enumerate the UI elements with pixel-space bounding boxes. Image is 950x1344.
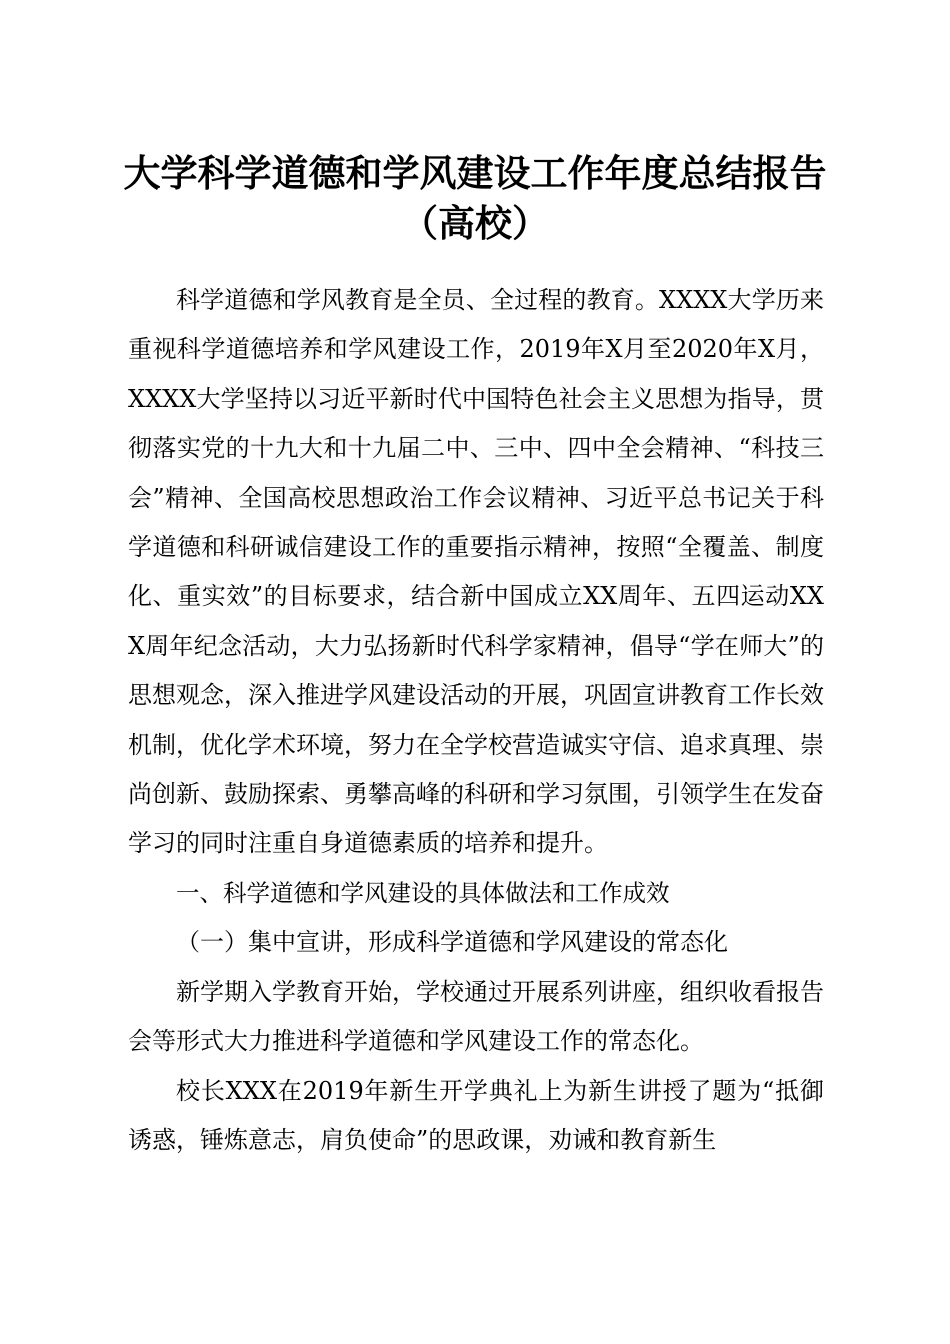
document-title: 大学科学道德和学风建设工作年度总结报告 xyxy=(123,151,827,195)
document-subtitle: （高校） xyxy=(401,201,549,245)
body-paragraph: 校长XXX在2019年新生开学典礼上为新生讲授了题为“抵御诱惑，锤炼意志，肩负使命”的思政课，劝诫和教育新生 xyxy=(128,1076,824,1154)
section-heading: 一、科学道德和学风建设的具体做法和工作成效 xyxy=(176,878,670,907)
body-paragraph: 新学期入学教育开始，学校通过开展系列讲座，组织收看报告会等形式大力推进科学道德和学风建设工作的常态化。 xyxy=(128,977,824,1056)
intro-paragraph: 科学道德和学风教育是全员、全过程的教育。XXXX大学历来重视科学道德培养和学风建设工作，2019年X月至2020年X月，XXXX大学坚持以习近平新时代中国特色社会主义思想为指导，贯彻落实党的十九大和十九届二中、三中、四中全会精神、“科技三会”精神、全国高校思想政治工作会议精神、习近平总书记关于科学道德和科研诚信建设工作的重要指示精神，按照“全覆盖、制度化、重实效”的目标要求，结合新中国成立XX周年、五四运动XXX周年纪念活动，大力弘扬新时代科学家精神，倡导“学在师大”的思想观念，深入推进学风建设活动的开展，巩固宣讲教育工作长效机制，优化学术环境，努力在全学校营造诚实守信、追求真理、崇尚创新、鼓励探索、勇攀高峰的科研和学习氛围，引领学生在发奋学习的同时注重自身道德素质的培养和提升。 xyxy=(128,286,824,858)
document-body xyxy=(128,276,824,1165)
subsection-heading: （一）集中宣讲，形成科学道德和学风建设的常态化 xyxy=(176,928,728,957)
